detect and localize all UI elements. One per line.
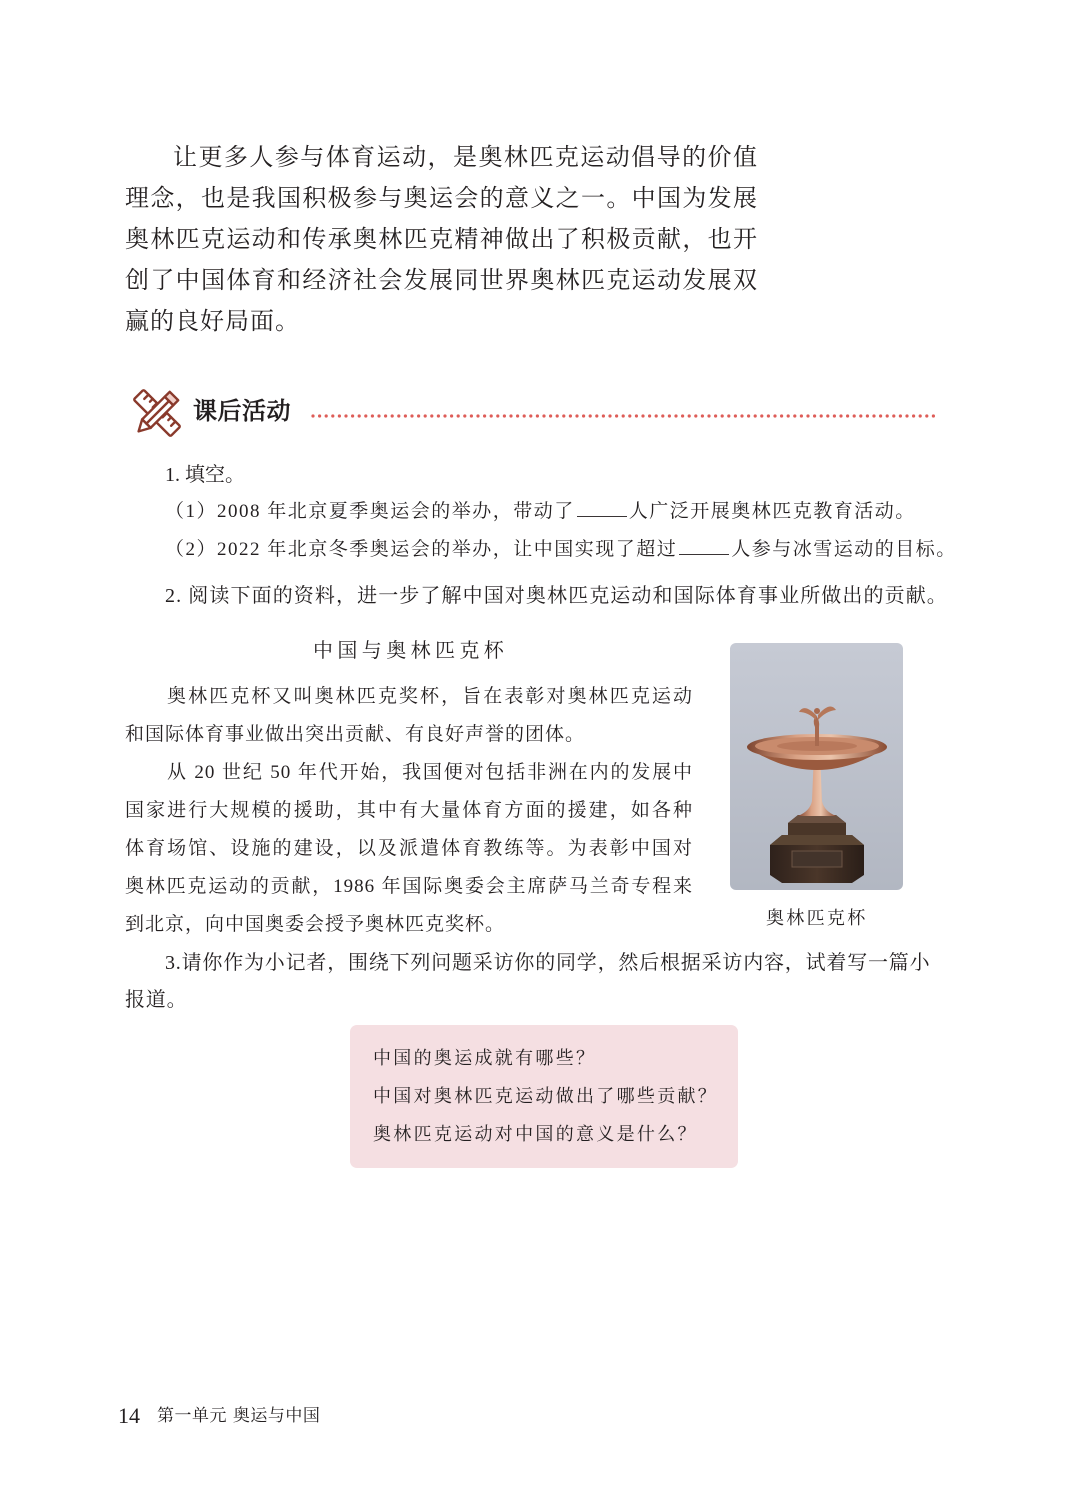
intro-paragraph [125,138,758,343]
fill-in-item [165,537,957,563]
intro-line: 赢的良好局面。 [125,309,300,335]
reading-line: 奥林匹克杯又叫奥林匹克奖杯，旨在表彰对奥林匹克运动 [167,686,693,707]
photo-caption: 奥林匹克杯 [766,908,868,928]
pencil-ruler-icon [128,385,186,441]
fill-in-item [165,499,916,525]
unit-title: 第一单元 奥运与中国 [157,1406,321,1426]
reading-text [125,678,693,944]
reading-line: 到北京，向中国奥委会授予奥林匹克奖杯。 [125,914,506,935]
reading-line: 从 20 世纪 50 年代开始，我国便对包括非洲在内的发展中 [167,762,693,783]
intro-line: 让更多人参与体育运动，是奥林匹克运动倡导的价值 [173,145,758,171]
page-number: 14 [118,1403,140,1428]
dotted-divider [310,408,938,418]
question-1-label: 1. 填空。 [165,464,245,486]
answer-blank [679,537,729,555]
interview-question: 中国对奥林匹克运动做出了哪些贡献？ [373,1086,719,1106]
interview-question: 奥林匹克运动对中国的意义是什么？ [373,1124,698,1144]
reading-line: 奥林匹克运动的贡献，1986 年国际奥委会主席萨马兰奇专程来 [125,876,693,897]
reading-line: 国家进行大规模的援助，其中有大量体育方面的援建，如各种 [125,800,693,821]
item-text-after: 人参与冰雪运动的目标。 [731,539,957,560]
question-2-label: 2. 阅读下面的资料，进一步了解中国对奥林匹克运动和国际体育事业所做出的贡献。 [165,585,948,607]
intro-line: 理念，也是我国积极参与奥运会的意义之一。中国为发展 [125,186,758,212]
reading-line: 和国际体育事业做出突出贡献、有良好声誉的团体。 [125,724,586,745]
reading-line: 体育场馆、设施的建设，以及派遣体育教练等。为表彰中国对 [125,838,693,859]
activity-heading: 课后活动 [193,397,291,425]
item-number: （2） [165,539,218,560]
item-text-before: 2008 年北京夏季奥运会的举办，带动了 [217,501,575,522]
reading-title: 中国与奥林匹克杯 [313,640,509,662]
question-3-line: 报道。 [125,989,188,1011]
item-text-after: 人广泛开展奥林匹克教育活动。 [628,501,916,522]
interview-question: 中国的奥运成就有哪些？ [373,1048,597,1068]
item-text-before: 2022 年北京冬季奥运会的举办，让中国实现了超过 [217,539,678,560]
intro-line: 创了中国体育和经济社会发展同世界奥林匹克运动发展双 [125,268,758,294]
question-3-line: 3.请你作为小记者，围绕下列问题采访你的同学，然后根据采访内容，试着写一篇小 [165,952,931,974]
answer-blank [577,499,627,517]
item-number: （1） [165,501,218,522]
intro-line: 奥林匹克运动和传承奥林匹克精神做出了积极贡献，也开 [125,227,758,253]
trophy-photo [730,643,903,890]
